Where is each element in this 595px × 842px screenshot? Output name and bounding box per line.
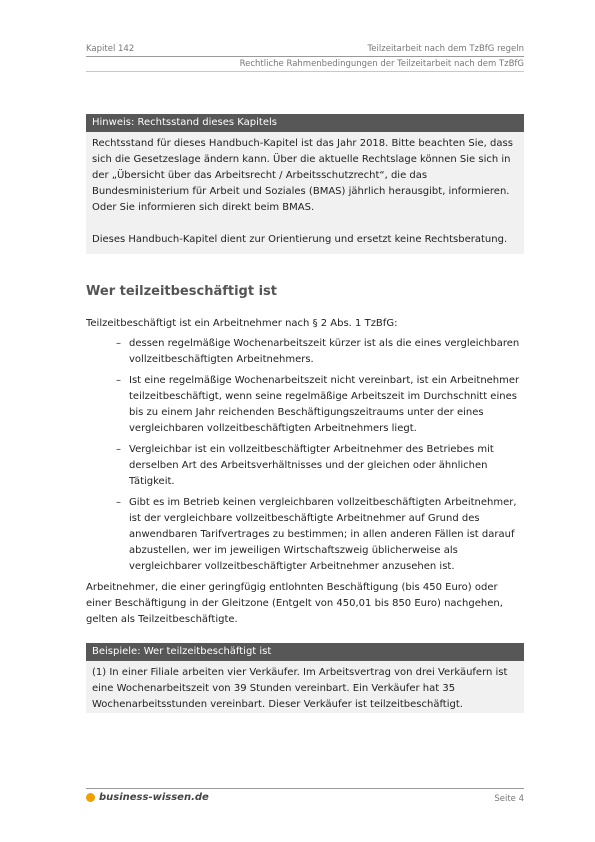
bullet-dash: – bbox=[116, 444, 121, 455]
examples-title: Beispiele: Wer teilzeitbeschäftigt ist bbox=[86, 643, 524, 661]
section-closing: Arbeitnehmer, die einer geringfügig entlohnten Beschäftigung (bis 450 Euro) oder einer Beschäftigung in der Gleitzone (Entgelt von 450,01 bis 850 Euro) nachgehen, gelten als Teilzeitbeschäftigte. bbox=[86, 582, 503, 625]
examples-box bbox=[86, 643, 524, 713]
logo-dot-icon bbox=[86, 793, 95, 802]
list-item-text: Ist eine regelmäßige Wochenarbeitszeit nicht vereinbart, ist ein Arbeitnehmer teilzeitbeschäftigt, wenn seine regelmäßige Arbeitszeit im Durchschnitt eines bis zu einem Jahr reichenden Beschäftigungszeitraums unter der eines vergleichbaren vollzeitbeschäftigten Arbeitnehmers liegt. bbox=[129, 375, 520, 434]
section-intro: Teilzeitbeschäftigt ist ein Arbeitnehmer nach § 2 Abs. 1 TzBfG: bbox=[86, 318, 398, 329]
notice-disclaimer: Dieses Handbuch-Kapitel dient zur Orientierung und ersetzt keine Rechtsberatung. bbox=[92, 234, 508, 245]
list-item bbox=[116, 373, 524, 437]
bullet-dash: – bbox=[116, 338, 121, 349]
header-chapter: Kapitel 142 bbox=[86, 44, 135, 54]
notice-paragraph: Rechtsstand für dieses Handbuch-Kapitel ist das Jahr 2018. Bitte beachten Sie, dass sich die Gesetzeslage ändern kann. Über die aktuelle Rechtslage können Sie sich in der „Übersicht über das Arbeitsrecht / Arbeitsschutzrecht“, die das Bundesministerium für Arbeit und Soziales (BMAS) jährlich herausgibt, informieren. Oder Sie informieren sich direkt beim BMAS. bbox=[92, 138, 513, 213]
examples-body bbox=[86, 661, 524, 723]
list-item bbox=[116, 336, 524, 368]
criteria-list bbox=[116, 336, 524, 580]
footer-divider bbox=[86, 788, 524, 789]
notice-box bbox=[86, 114, 524, 254]
header-subtitle: Rechtliche Rahmenbedingungen der Teilzeitarbeit nach dem TzBfG bbox=[239, 59, 524, 69]
notice-body bbox=[86, 132, 524, 258]
footer-logo bbox=[86, 792, 209, 803]
page-number: Seite 4 bbox=[494, 794, 524, 804]
bullet-dash: – bbox=[116, 497, 121, 508]
header-divider-secondary bbox=[86, 71, 524, 72]
list-item-text: dessen regelmäßige Wochenarbeitszeit kürzer ist als die eines vergleichbaren vollzeitbeschäftigten Arbeitnehmers. bbox=[129, 338, 520, 365]
list-item bbox=[116, 495, 524, 575]
section-heading: Wer teilzeitbeschäftigt ist bbox=[86, 284, 278, 299]
header-title: Teilzeitarbeit nach dem TzBfG regeln bbox=[367, 44, 524, 54]
logo-text: business-wissen.de bbox=[99, 792, 209, 803]
example-text: (1) In einer Filiale arbeiten vier Verkäufer. Im Arbeitsvertrag von drei Verkäufern ist eine Wochenarbeitszeit von 39 Stunden vereinbart. Ein Verkäufer hat 35 Wochenarbeitsstunden vereinbart. Dieser Verkäufer ist teilzeitbeschäftigt. bbox=[92, 667, 508, 710]
bullet-dash: – bbox=[116, 375, 121, 386]
list-item-text: Vergleichbar ist ein vollzeitbeschäftigter Arbeitnehmer des Betriebes mit derselben Art des Arbeitsverhältnisses und der gleichen oder ähnlichen Tätigkeit. bbox=[129, 444, 494, 487]
list-item-text: Gibt es im Betrieb keinen vergleichbaren vollzeitbeschäftigten Arbeitnehmer, ist der vergleichbare vollzeitbeschäftigte Arbeitnehmer auf Grund des anwendbaren Tarifvertrages zu bestimmen; in allen anderen Fällen ist darauf abzustellen, wer im jeweiligen Wirtschaftszweig üblicherweise als vergleichbarer vollzeitbeschäftigter Arbeitnehmer anzusehen ist. bbox=[129, 497, 517, 572]
header-divider bbox=[86, 56, 524, 57]
notice-title: Hinweis: Rechtsstand dieses Kapitels bbox=[86, 114, 524, 132]
list-item bbox=[116, 442, 524, 490]
